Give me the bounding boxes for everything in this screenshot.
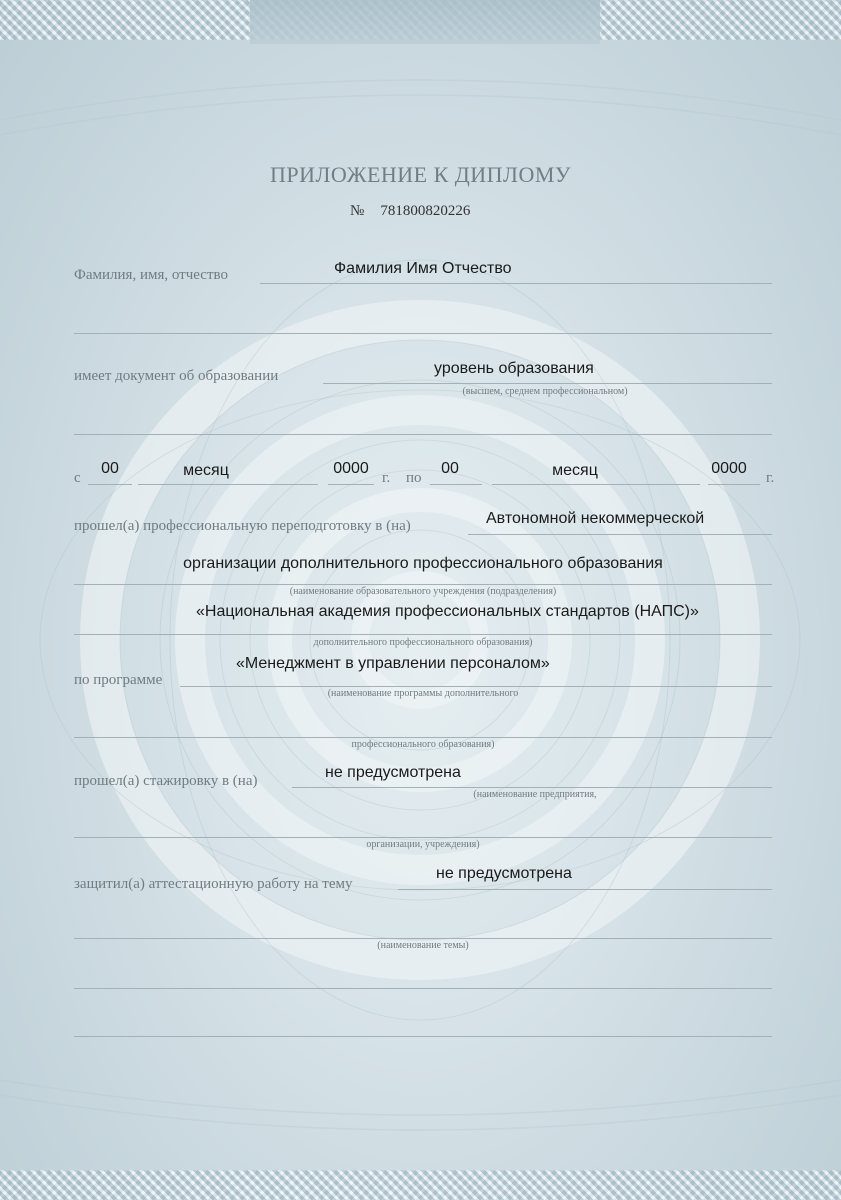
- program-line-1: [180, 686, 772, 687]
- thesis-line-4: [74, 1036, 772, 1037]
- document-number: [350, 203, 470, 220]
- number-sign: №: [350, 203, 365, 219]
- to-year-value: 0000: [711, 460, 747, 477]
- from-year-value: 0000: [333, 460, 369, 477]
- internship-caption-2: организации, учреждения): [366, 839, 480, 850]
- ornamental-border-top-center: [250, 0, 600, 44]
- to-day-line: [430, 484, 482, 485]
- fio-line-2: [74, 333, 772, 334]
- edu-doc-line: [323, 383, 772, 384]
- thesis-line-1: [398, 889, 772, 890]
- from-day-line: [88, 484, 132, 485]
- internship-line-1: [292, 787, 772, 788]
- retraining-value-3: «Национальная академия профессиональных стандартов (НАПС)»: [196, 603, 699, 620]
- fio-line: [260, 283, 772, 284]
- retraining-line-3: [74, 634, 772, 635]
- from-month-line: [138, 484, 318, 485]
- retraining-line-2: [74, 584, 772, 585]
- edu-doc-label: имеет документ об образовании: [74, 368, 279, 384]
- document-title: ПРИЛОЖЕНИЕ К ДИПЛОМУ: [269, 162, 572, 187]
- internship-label: прошел(а) стажировку в (на): [74, 773, 258, 789]
- program-value: «Менеджмент в управлении персоналом»: [236, 655, 550, 672]
- from-day-value: 00: [101, 460, 119, 477]
- year-suffix-2: г.: [766, 470, 775, 486]
- program-line-2: [74, 737, 772, 738]
- from-month-value: месяц: [183, 462, 229, 479]
- internship-value: не предусмотрена: [325, 764, 461, 781]
- institution-caption: (наименование образовательного учреждения (подразделения): [289, 586, 557, 597]
- ornamental-border-bottom: [0, 1170, 841, 1200]
- retraining-label: прошел(а) профессиональную переподготовку в (на): [74, 518, 411, 534]
- internship-caption-1: (наименование предприятия,: [473, 789, 597, 800]
- thesis-value: не предусмотрена: [436, 865, 572, 882]
- document-number-value: 781800820226: [380, 203, 471, 219]
- program-caption-1: (наименование программы дополнительного: [327, 688, 519, 699]
- thesis-line-2: [74, 938, 772, 939]
- year-suffix-1: г.: [382, 470, 391, 486]
- retraining-value-2: организации дополнительного профессионального образования: [183, 555, 663, 572]
- thesis-line-3: [74, 988, 772, 989]
- internship-line-2: [74, 837, 772, 838]
- to-month-line: [492, 484, 700, 485]
- from-year-line: [328, 484, 374, 485]
- thesis-label: защитил(а) аттестационную работу на тему: [74, 876, 353, 892]
- program-label: по программе: [74, 672, 163, 688]
- to-month-value: месяц: [552, 462, 598, 479]
- fio-value: Фамилия Имя Отчество: [334, 260, 512, 277]
- retraining-line-1: [468, 534, 772, 535]
- edu-doc-value: уровень образования: [434, 360, 594, 377]
- dpo-caption: дополнительного профессионального образования): [313, 637, 533, 648]
- edu-doc-line-2: [74, 434, 772, 435]
- program-caption-2: профессионального образования): [351, 739, 495, 750]
- thesis-caption: (наименование темы): [377, 940, 469, 951]
- to-day-value: 00: [441, 460, 459, 477]
- period-from-label: с: [74, 470, 81, 486]
- fio-label: Фамилия, имя, отчество: [74, 267, 228, 283]
- edu-doc-caption: (высшем, среднем профессиональном): [462, 386, 628, 397]
- to-year-line: [708, 484, 760, 485]
- period-to-label: по: [406, 470, 422, 486]
- retraining-value-1: Автономной некоммерческой: [486, 510, 705, 527]
